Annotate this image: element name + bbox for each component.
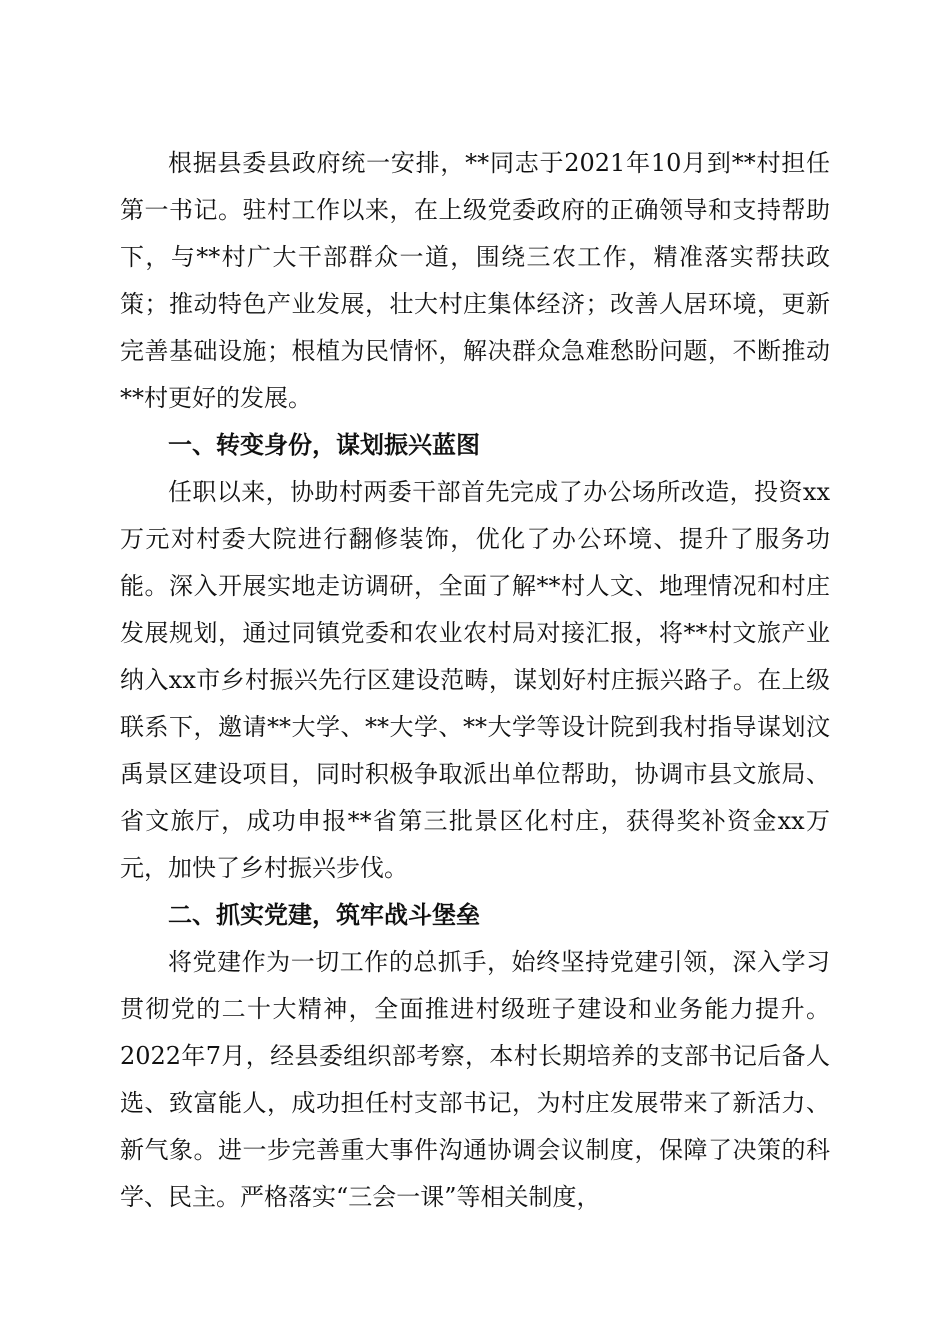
section-1-heading: 一、转变身份，谋划振兴蓝图 — [168, 431, 480, 459]
section-1-paragraph: 任职以来，协助村两委干部首先完成了办公场所改造，投资xx万元对村委大院进行翻修装饰，优化了办公环境、提升了服务功能。深入开展实地走访调研，全面了解**村人文、地理情况和村庄发展规划，通过同镇党委和农业农村局对接汇报，将**村文旅产业纳入xx市乡村振兴先行区建设范畴，谋划好村庄振兴路子。在上级联系下，邀请**大学、**大学、**大学等设计院到我村指导谋划汶禹景区建设项目，同时积极争取派出单位帮助，协调市县文旅局、省文旅厅，成功申报**省第三批景区化村庄，获得奖补资金xx万元，加快了乡村振兴步伐。 — [120, 478, 830, 882]
document-body — [120, 140, 830, 1221]
intro-paragraph: 根据县委县政府统一安排，**同志于2021年10月到**村担任第一书记。驻村工作以来，在上级党委政府的正确领导和支持帮助下，与**村广大干部群众一道，围绕三农工作，精准落实帮扶政策；推动特色产业发展，壮大村庄集体经济；改善人居环境，更新完善基础设施；根植为民情怀，解决群众急难愁盼问题，不断推动**村更好的发展。 — [120, 149, 830, 412]
section-2-paragraph: 将党建作为一切工作的总抓手，始终坚持党建引领，深入学习贯彻党的二十大精神，全面推进村级班子建设和业务能力提升。2022年7月，经县委组织部考察，本村长期培养的支部书记后备人选、致富能人，成功担任村支部书记，为村庄发展带来了新活力、新气象。进一步完善重大事件沟通协调会议制度，保障了决策的科学、民主。严格落实“三会一课”等相关制度， — [120, 948, 830, 1211]
section-2-heading: 二、抓实党建，筑牢战斗堡垒 — [168, 901, 480, 929]
